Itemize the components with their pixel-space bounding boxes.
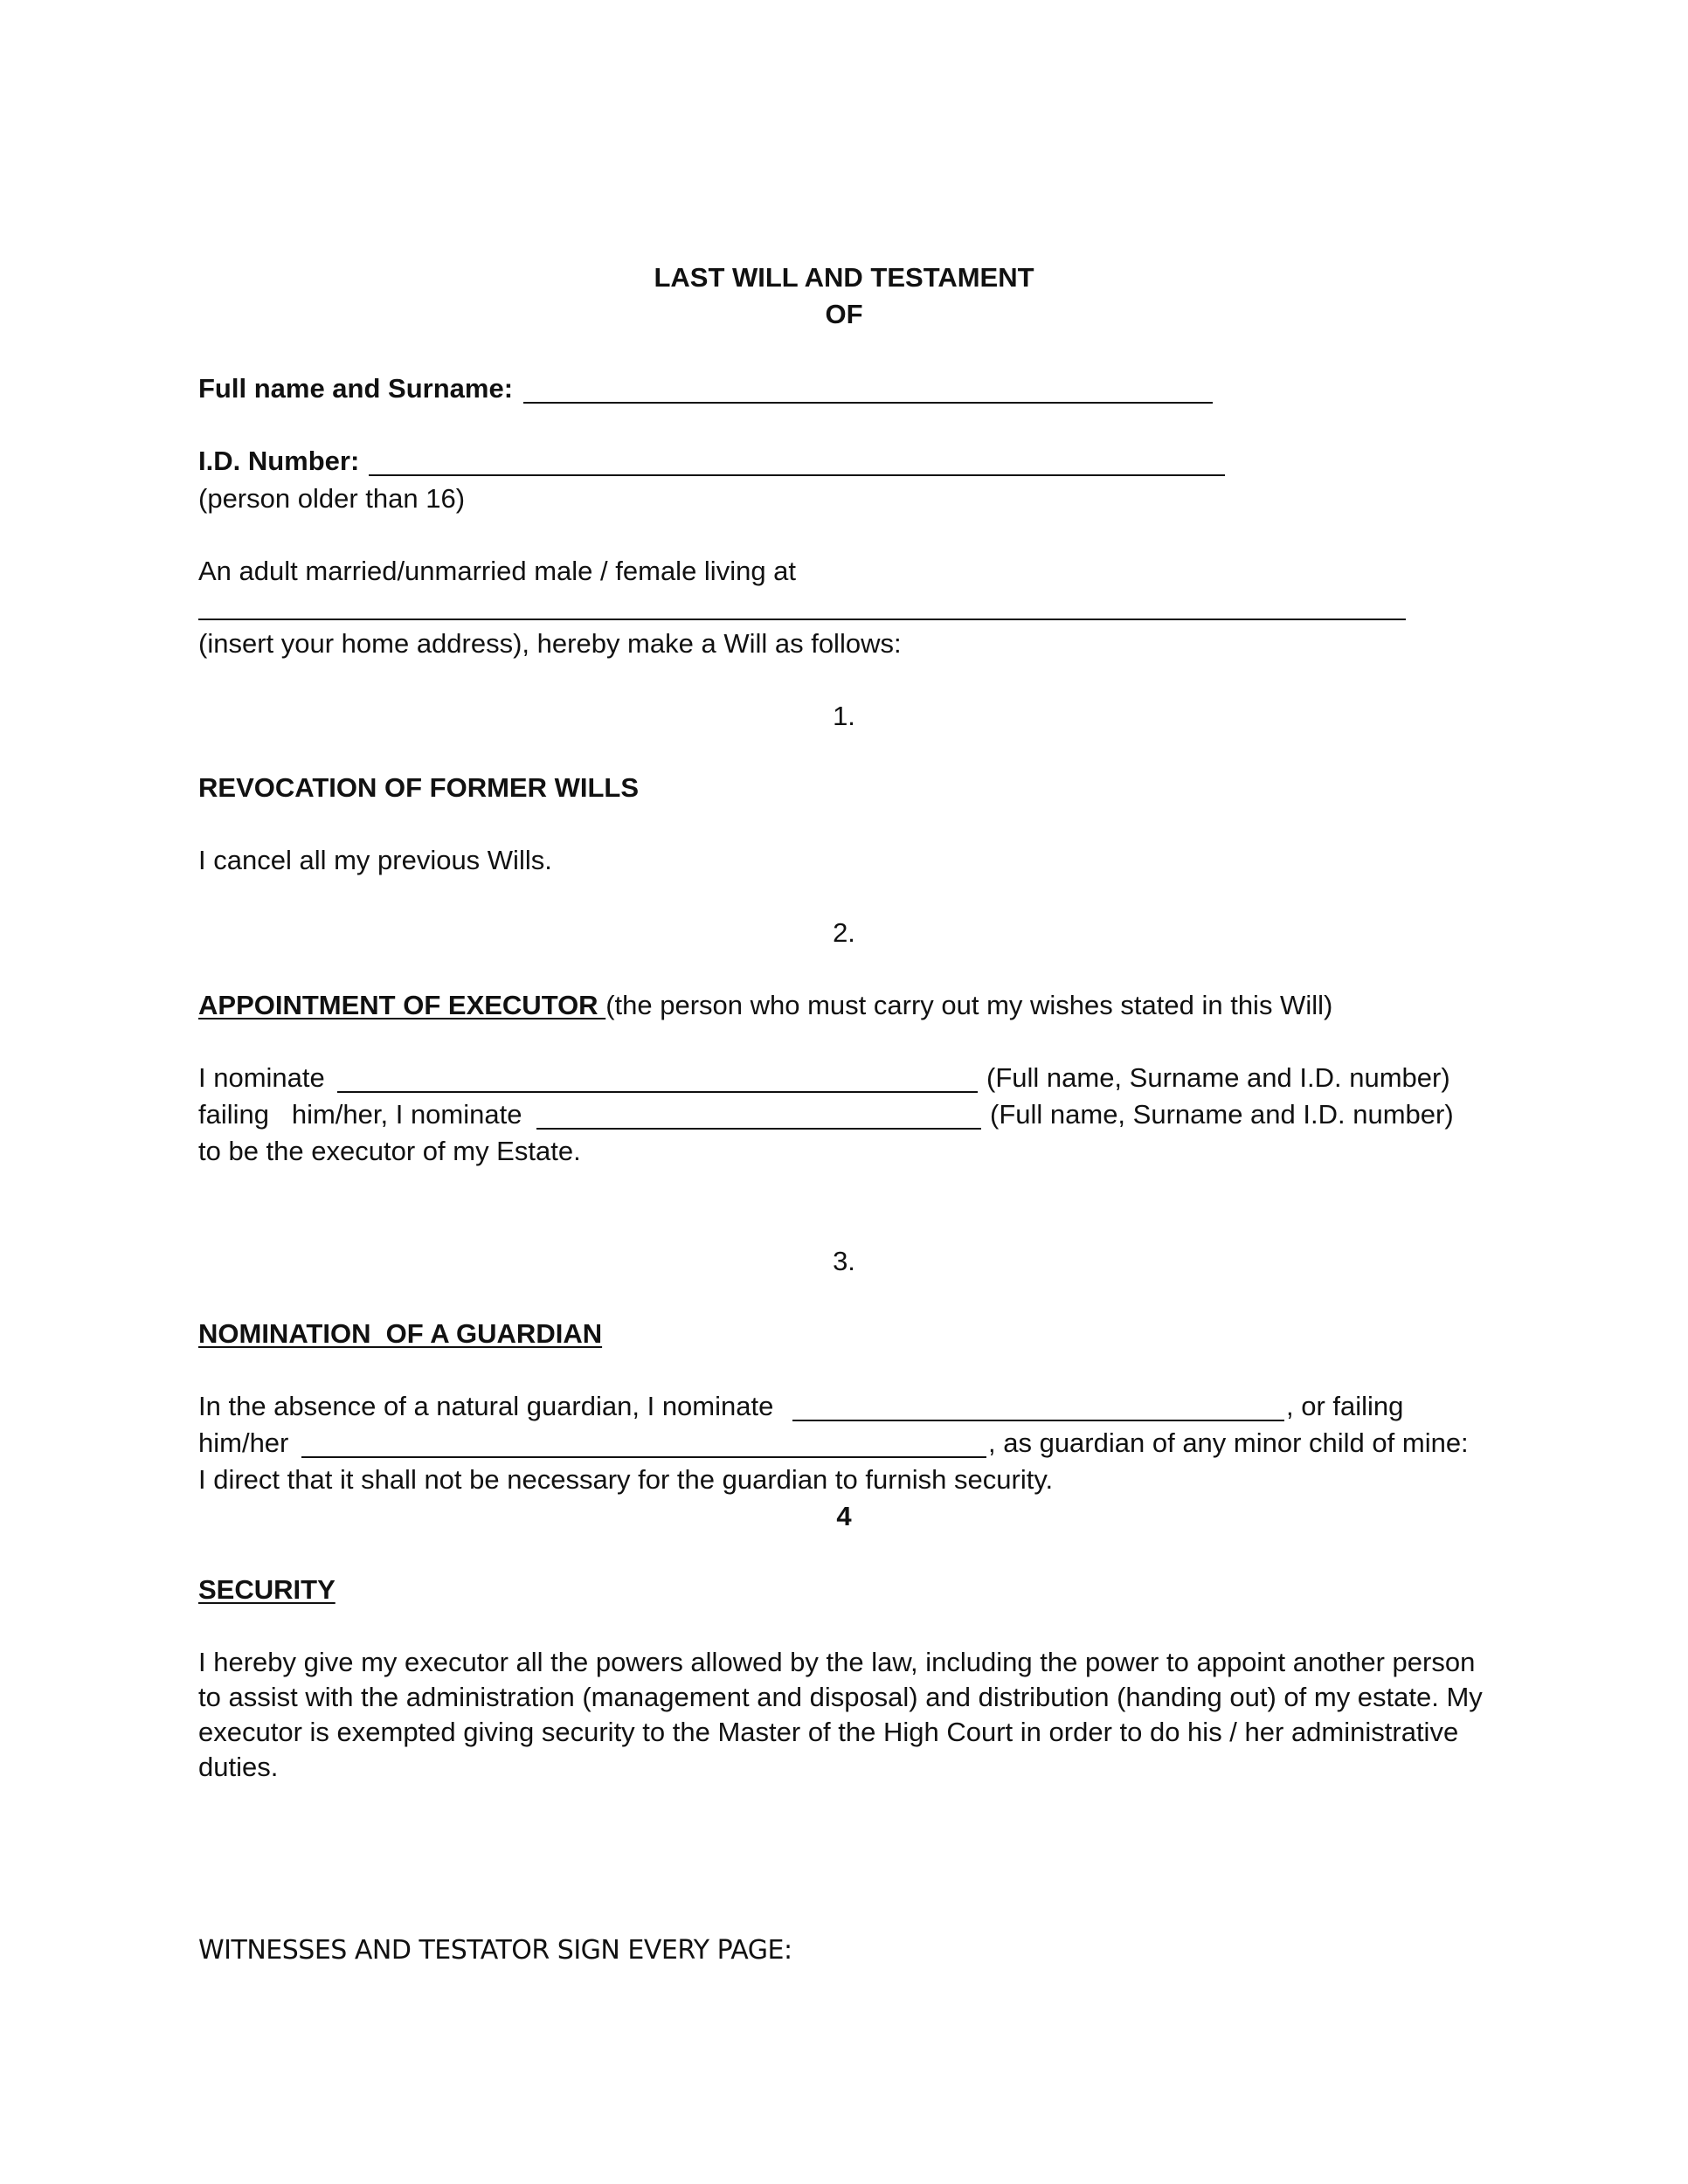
- section-2-heading: APPOINTMENT OF EXECUTOR: [198, 990, 606, 1020]
- section-4-number: 4: [836, 1501, 852, 1531]
- guardian-line-2-prefix: him/her: [198, 1427, 289, 1458]
- signature-note: WITNESSES AND TESTATOR SIGN EVERY PAGE:: [198, 1935, 792, 1966]
- guardian-line-3: I direct that it shall not be necessary for the guardian to furnish security.: [198, 1464, 1054, 1495]
- section-2-number: 2.: [833, 917, 855, 948]
- document-title-of: OF: [825, 299, 863, 329]
- address-note: (insert your home address), hereby make a Will as follows:: [198, 628, 902, 659]
- guardian-line-1-suffix: , or failing: [1286, 1391, 1404, 1421]
- id-number-note: (person older than 16): [198, 483, 466, 514]
- section-4-heading: SECURITY: [198, 1574, 336, 1605]
- section-2-heading-note: (the person who must carry out my wishes stated in this Will): [605, 990, 1333, 1020]
- address-intro: An adult married/unmarried male / female living at: [198, 556, 797, 586]
- full-name-label: Full name and Surname:: [198, 373, 514, 404]
- section-1-number: 1.: [833, 701, 855, 731]
- guardian-line-2-suffix: , as guardian of any minor child of mine:: [988, 1427, 1469, 1458]
- executor-2-field[interactable]: [536, 1128, 981, 1130]
- guardian-2-field[interactable]: [301, 1456, 986, 1458]
- id-number-label: I.D. Number:: [198, 446, 360, 476]
- executor-line-1-prefix: I nominate: [198, 1062, 325, 1093]
- section-3-number: 3.: [833, 1246, 855, 1276]
- section-1-heading: REVOCATION OF FORMER WILLS: [198, 772, 640, 803]
- executor-1-field[interactable]: [337, 1091, 978, 1093]
- guardian-line-1-prefix: In the absence of a natural guardian, I nominate: [198, 1391, 774, 1421]
- executor-line-2-prefix: failing him/her, I nominate: [198, 1099, 522, 1130]
- executor-line-2-suffix: (Full name, Surname and I.D. number): [990, 1099, 1454, 1130]
- section-4-text: I hereby give my executor all the powers allowed by the law, including the power to appoint another person to assist with the administration (management and disposal) and distribution (handing out) of my estate. My executor is exempted giving security to the Master of the High Court in order to do his / her administrative duties.: [198, 1647, 1483, 1782]
- guardian-1-field[interactable]: [792, 1420, 1284, 1421]
- section-2-heading-row: [198, 988, 1332, 1023]
- section-1-text: I cancel all my previous Wills.: [198, 845, 552, 875]
- full-name-field[interactable]: [523, 402, 1213, 404]
- section-3-heading: NOMINATION OF A GUARDIAN: [198, 1318, 603, 1349]
- home-address-field[interactable]: [198, 619, 1406, 620]
- id-number-field[interactable]: [369, 474, 1225, 476]
- document-title: LAST WILL AND TESTAMENT: [654, 262, 1034, 293]
- executor-line-1-suffix: (Full name, Surname and I.D. number): [986, 1062, 1450, 1093]
- executor-line-3: to be the executor of my Estate.: [198, 1136, 581, 1166]
